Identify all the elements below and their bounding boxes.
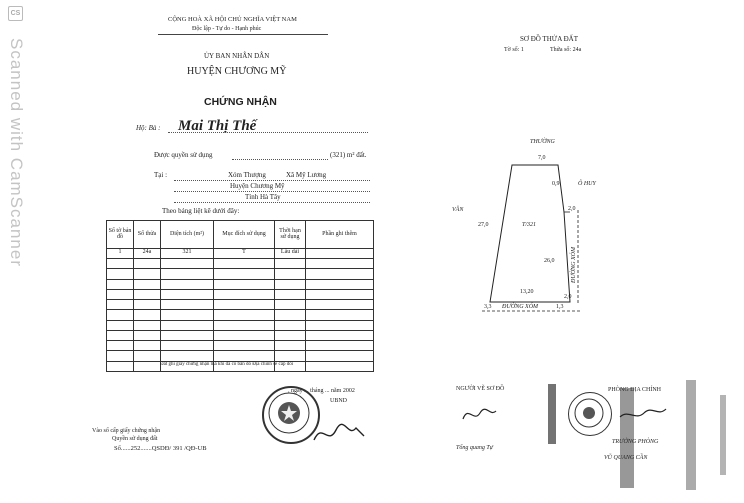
district-name: HUYỆN CHƯƠNG MỸ — [187, 66, 287, 77]
table-row — [107, 269, 374, 279]
table-row — [107, 351, 374, 361]
committee-name: ỦY BAN NHÂN DÂN — [204, 52, 270, 60]
chairman-signature — [312, 418, 372, 448]
table-cell: 1 — [107, 248, 134, 258]
owner-name: Mai Thị Thế — [178, 118, 257, 134]
col-header: Mục đích sử dụng — [214, 221, 275, 249]
at-label: Tại : — [154, 171, 168, 179]
scan-smudge — [686, 380, 696, 490]
top-width: 7,0 — [538, 155, 546, 161]
table-row — [107, 341, 374, 351]
address-dots-2 — [174, 191, 370, 192]
right-offset: 2,0 — [568, 206, 576, 212]
table-row — [107, 300, 374, 310]
col-header: Thời hạn sử dụng — [275, 221, 306, 249]
commune-value: Xã Mỹ Lương — [286, 171, 327, 179]
issue-label: Vào sổ cấp giấy chứng nhận — [92, 428, 161, 434]
right-length: 26,0 — [544, 258, 555, 264]
left-length: 27,0 — [478, 222, 489, 228]
camscanner-text: Scanned with CamScanner — [7, 38, 26, 268]
table-cell: 321 — [161, 248, 214, 258]
use-right-label: Được quyền sử dụng — [154, 151, 213, 159]
dim-left: 3,3 — [484, 304, 492, 310]
table-row — [107, 310, 374, 320]
signer-abbrev: UBND — [330, 398, 348, 404]
east-neighbor: Ô HUY — [578, 181, 596, 187]
table-row — [107, 320, 374, 330]
table-cell: 24a — [134, 248, 161, 258]
owner-label: Hộ: Bà : — [136, 124, 161, 132]
table-cell: T — [214, 248, 275, 258]
drawer-signature — [460, 403, 500, 425]
seal-emblem-icon — [568, 392, 610, 434]
nation-header: CỘNG HOÀ XÃ HỘI CHỦ NGHĨA VIỆT NAM — [168, 16, 297, 23]
table-row — [107, 289, 374, 299]
area-value: (321) m² đất. — [330, 151, 367, 159]
issue-sub: Quyền sử dụng đất — [112, 436, 158, 442]
certificate-title: CHỨNG NHẬN — [204, 96, 277, 108]
chief-signature — [618, 405, 668, 425]
sheet-number: Tờ số: 1 — [504, 47, 524, 53]
chief-label: TRƯỞNG PHÒNG — [612, 439, 659, 445]
camscanner-watermark-strip — [0, 0, 30, 503]
scan-smudge — [720, 395, 726, 475]
office-label: PHÒNG ĐỊA CHÍNH — [608, 387, 662, 393]
west-neighbor: VĂN — [452, 207, 464, 213]
drawer-label: NGƯỜI VẼ SƠ ĐỒ — [456, 386, 505, 392]
parcel-number: Thửa số: 24a — [550, 47, 582, 53]
camscanner-badge: CS — [8, 6, 23, 21]
district-value: Huyện Chương Mỹ — [230, 182, 285, 190]
motto: Độc lập - Tự do - Hạnh phúc — [192, 26, 262, 32]
table-header-row — [107, 221, 374, 249]
col-header: Phần ghi thêm — [306, 221, 374, 249]
top-corner: 0,9 — [552, 181, 560, 187]
province-value: Tỉnh Hà Tây — [245, 193, 281, 201]
address-dots-3 — [174, 202, 370, 203]
col-header: Số tờ bản đồ — [107, 221, 134, 249]
col-header: Diện tích (m²) — [161, 221, 214, 249]
owner-dotted-line — [168, 132, 368, 133]
office-seal — [568, 392, 612, 436]
registration-table — [106, 220, 374, 372]
scan-smudge — [620, 388, 634, 488]
table-note: Đất ghi giấy chứng nhận mà khi đã có bản đồ Địa chính sẽ cấp đổi — [160, 362, 294, 367]
address-dots-1 — [174, 180, 370, 181]
sketch-title: SƠ ĐỒ THỬA ĐẤT — [520, 35, 578, 43]
table-row — [107, 330, 374, 340]
table-cell: Lâu dài — [275, 248, 306, 258]
col-header: Số thửa — [134, 221, 161, 249]
hamlet-value: Xóm Thượng — [228, 171, 266, 179]
table-row — [107, 259, 374, 269]
table-row — [107, 279, 374, 289]
north-neighbor: THƯỜNG — [530, 139, 555, 145]
issue-number: Số......252.......QSDĐ/ 391 /QĐ-UB — [114, 445, 207, 452]
drawer-name: Tống quang Tự — [456, 445, 493, 451]
issue-date: , ngày ... tháng ... năm 2002 — [288, 388, 355, 394]
road-side-label: ĐƯỜNG XÓM — [571, 246, 578, 284]
parcel-label: T/321 — [522, 222, 537, 228]
bottom-length: 13,20 — [520, 289, 534, 295]
road-bottom-label: ĐƯỜNG XÓM — [502, 304, 539, 310]
national-emblem-icon — [262, 386, 316, 440]
chief-name: VŨ QUANG CẦN — [604, 455, 648, 461]
table-cell — [306, 248, 374, 258]
table-row — [107, 248, 374, 258]
dim-right: 1,3 — [556, 304, 564, 310]
list-intro: Theo bảng liệt kê dưới đây: — [162, 207, 240, 215]
header-divider — [158, 34, 328, 35]
bottom-offset: 2,0 — [564, 294, 572, 300]
use-right-dots — [232, 159, 328, 160]
scan-smudge — [548, 384, 556, 444]
